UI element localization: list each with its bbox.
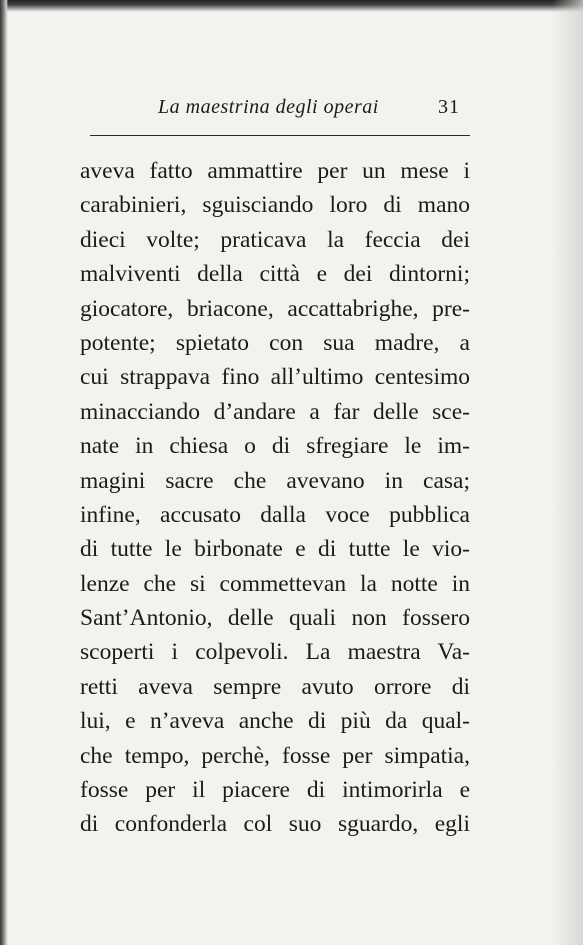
text-line: che tempo, perchè, fosse per simpatia, [80,742,470,769]
text-line: di tutte le birbonate e di tutte le vio- [80,536,470,563]
page-left-edge-shadow [0,0,8,945]
page-top-edge-shadow [0,0,583,12]
header-rule [90,135,470,136]
text-line: fosse per il piacere di intimorirla e [80,777,470,804]
text-line: malviventi della città e dei dintorni; [80,261,470,288]
text-line: lenze che si commettevan la notte in [80,570,470,597]
text-line: magini sacre che avevano in casa; [80,467,470,494]
text-line: nate in chiesa o di sfregiare le im- [80,433,470,460]
text-line: potente; spietato con sua madre, a [80,329,470,356]
text-line: Sant’Antonio, delle quali non fossero [80,605,470,632]
text-line: infine, accusato dalla voce pubblica [80,501,470,528]
body-text [80,154,470,842]
text-line: di confonderla col suo sguardo, egli [80,811,470,838]
text-line: scoperti i colpevoli. La maestra Va- [80,639,470,666]
text-line: retti aveva sempre avuto orrore di [80,673,470,700]
text-line: lui, e n’aveva anche di più da qual- [80,708,470,735]
text-line: carabinieri, sguisciando loro di mano [80,192,470,219]
text-line: cui strappava fino all’ultimo centesimo [80,364,470,391]
running-title: La maestrina degli operai [158,96,379,118]
running-header [90,96,470,124]
page-right-edge-shadow [553,0,583,945]
text-line: giocatore, briacone, accattabrighe, pre- [80,295,470,322]
text-line: aveva fatto ammattire per un mese i [80,158,470,184]
page-number: 31 [438,96,460,118]
text-line: dieci volte; praticava la feccia dei [80,226,470,253]
text-line: minacciando d’andare a far delle sce- [80,398,470,425]
